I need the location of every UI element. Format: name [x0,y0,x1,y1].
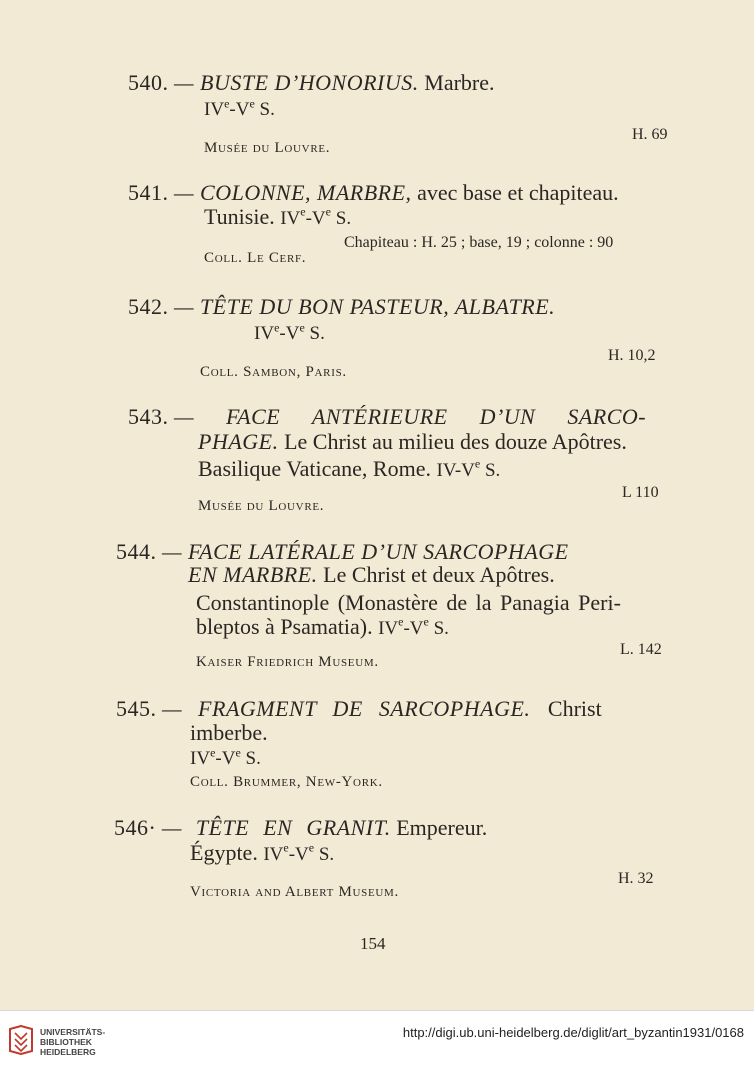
entry-dimension: L. 142 [620,641,662,658]
entry-title-continued: PHAGE. [198,429,279,454]
entry-origin-date: Égypte. IVe-Ve S. [190,840,335,865]
entry-number: 542. [128,294,169,319]
entry-date: IVe-Ve S. [254,320,325,344]
entry-title: — COLONNE, MARBRE, [174,180,412,205]
entry-collection: Musée du Louvre. [198,498,325,514]
entry-description: Le Christ et deux Apôtres. [317,562,555,587]
entry-origin: Constantinople (Monastère de la Panagia Peri- [196,590,621,615]
entry-origin-date: bleptos à Psamatia). IVe-Ve S. [196,614,449,639]
entry-title-continued: EN MARBRE. [188,562,318,587]
entry-origin-date: Basilique Vaticane, Rome. IV-Ve S. [198,456,501,481]
page-number: 154 [360,934,386,953]
entry-description: Empereur. [390,815,488,840]
entry-collection: Coll. Sambon, Paris. [200,364,347,380]
entry-collection: Victoria and Albert Museum. [190,884,399,900]
viewer-footer [0,1010,754,1074]
entry-description: Le Christ au milieu des douze Apôtres. [278,429,627,454]
entry-number: 541. [128,180,169,205]
entry-date: IVe-Ve S. [190,745,261,769]
entry-dimension: H. 69 [632,126,668,143]
entry-number: 544. [116,539,157,564]
entry-title: — TÊTE DU BON PASTEUR, ALBATRE. [174,294,556,319]
entry-origin-date: Tunisie. IVe-Ve S. [204,204,352,229]
entry-collection: Kaiser Friedrich Museum. [196,654,379,670]
entry-number: 543. [128,404,169,429]
entry-dimension: L 110 [622,484,659,501]
entry-collection: Coll. Brummer, New-York. [190,774,383,790]
entry-title: — FRAGMENT DE SARCOPHAGE. [162,696,531,721]
entry-dimension: H. 32 [618,870,654,887]
entry-dimension: H. 10,2 [608,347,656,364]
heidelberg-library-logo-icon[interactable] [8,1025,34,1055]
entry-title: — FACE LATÉRALE D’UN SARCOPHAGE [162,539,569,564]
entry-date: IVe-Ve S. [204,96,275,120]
entry-description: Christ [547,696,602,721]
entry-title: — TÊTE EN GRANIT. [161,815,391,840]
entry-number: 545. [116,696,157,721]
entry-title: — FACE ANTÉRIEURE D’UN SARCO- [174,404,647,429]
entry-description-continued: imberbe. [190,720,268,745]
entry-number: 540. [128,70,169,95]
entry-title: — BUSTE D’HONORIUS. [174,70,419,95]
library-name[interactable]: UNIVERSITÄTS- BIBLIOTHEK HEIDELBERG [40,1027,106,1057]
entry-collection: Musée du Louvre. [204,140,331,156]
entry-dimension: Chapiteau : H. 25 ; base, 19 ; colonne : 90 [344,234,614,251]
entry-number: 546· [114,815,157,840]
entry-description: avec base et chapiteau. [411,180,619,205]
entry-collection: Coll. Le Cerf. [204,250,307,266]
entry-description: Marbre. [418,70,495,95]
document-url-link[interactable]: http://digi.ub.uni-heidelberg.de/diglit/art_byzantin1931/0168 [402,1025,744,1040]
